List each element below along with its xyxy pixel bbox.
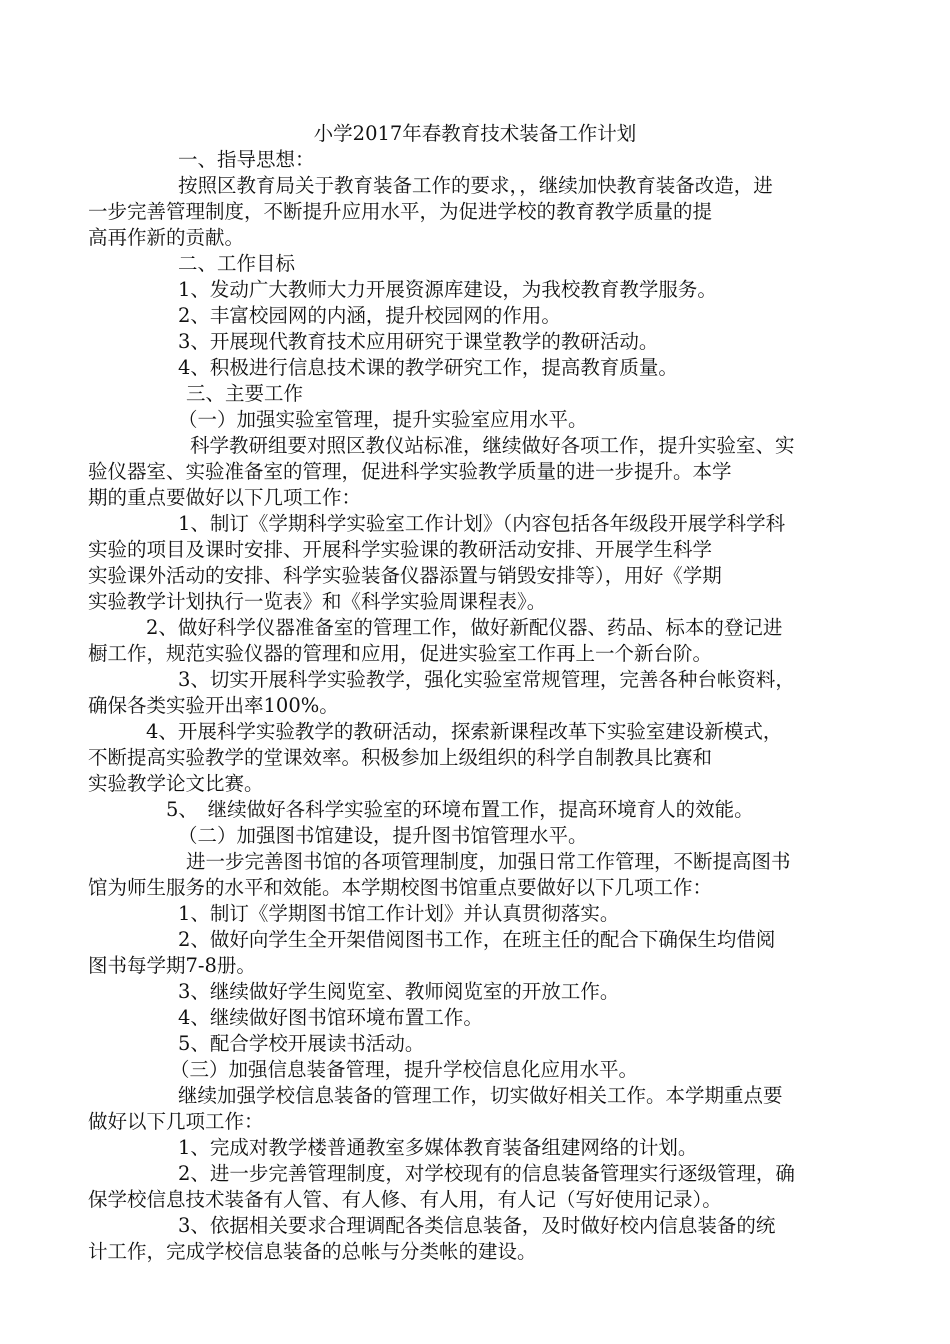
- section-heading-guiding-ideology: 一、指导思想：: [178, 148, 315, 171]
- list-item: 5、配合学校开展读书活动。: [178, 1032, 425, 1055]
- list-item: 1、发动广大教师大力开展资源库建设，为我校教育教学服务。: [178, 278, 717, 301]
- list-item: 3、开展现代教育技术应用研究于课堂教学的教研活动。: [178, 330, 659, 353]
- list-item: 1、制订《学期图书馆工作计划》并认真贯彻落实。: [178, 902, 620, 925]
- list-item: 4、开展科学实验教学的教研活动，探索新课程改革下实验室建设新模式，: [146, 720, 783, 743]
- paragraph-line: 一步完善管理制度，不断提升应用水平，为促进学校的教育教学质量的提: [88, 200, 713, 223]
- list-item: 1、制订《学期科学实验室工作计划》（内容包括各年级段开展学科学科: [178, 512, 786, 535]
- document-title: 小学2017年春教育技术装备工作计划: [313, 122, 637, 145]
- paragraph-line: 科学教研组要对照区教仪站标准，继续做好各项工作，提升实验室、实: [190, 434, 795, 457]
- list-item: 3、继续做好学生阅览室、教师阅览室的开放工作。: [178, 980, 620, 1003]
- list-item: 3、切实开展科学实验教学，强化实验室常规管理，完善各种台帐资料，: [178, 668, 795, 691]
- list-item-continuation: 实验教学计划执行一览表》和《科学实验周课程表》。: [88, 590, 547, 613]
- paragraph-line: 做好以下几项工作：: [88, 1110, 264, 1133]
- list-item-continuation: 橱工作，规范实验仪器的管理和应用，促进实验室工作再上一个新台阶。: [88, 642, 713, 665]
- list-item-continuation: 图书每学期7-8册。: [88, 954, 256, 977]
- list-item: 2、进一步完善管理制度，对学校现有的信息装备管理实行逐级管理，确: [178, 1162, 795, 1185]
- paragraph-line: 期的重点要做好以下几项工作：: [88, 486, 362, 509]
- section-heading-goals: 二、工作目标: [178, 252, 296, 275]
- subsection-heading-lab: （一）加强实验室管理，提升实验室应用水平。: [178, 408, 588, 431]
- section-heading-main-work: 三、主要工作: [186, 382, 304, 405]
- list-item: 3、依据相关要求合理调配各类信息装备，及时做好校内信息装备的统: [178, 1214, 776, 1237]
- list-item: 2、做好科学仪器准备室的管理工作，做好新配仪器、药品、标本的登记进: [146, 616, 783, 639]
- paragraph-line: 验仪器室、实验准备室的管理，促进科学实验教学质量的进一步提升。本学: [88, 460, 732, 483]
- list-item: 4、继续做好图书馆环境布置工作。: [178, 1006, 483, 1029]
- paragraph-line: 进一步完善图书馆的各项管理制度，加强日常工作管理，不断提高图书: [186, 850, 791, 873]
- paragraph-line: 按照区教育局关于教育装备工作的要求，，继续加快教育装备改造，进: [178, 174, 773, 197]
- list-item-continuation: 实验的项目及课时安排、开展科学实验课的教研活动安排、开展学生科学: [88, 538, 713, 561]
- paragraph-line: 馆为师生服务的水平和效能。本学期校图书馆重点要做好以下几项工作：: [88, 876, 713, 899]
- subsection-heading-library: （二）加强图书馆建设，提升图书馆管理水平。: [178, 824, 588, 847]
- list-item: 1、完成对教学楼普通教室多媒体教育装备组建网络的计划。: [178, 1136, 698, 1159]
- list-item-continuation: 计工作，完成学校信息装备的总帐与分类帐的建设。: [88, 1240, 537, 1263]
- paragraph-line: 高再作新的贡献。: [88, 226, 245, 249]
- list-item: 4、积极进行信息技术课的教学研究工作，提高教育质量。: [178, 356, 678, 379]
- list-item-continuation: 不断提高实验教学的堂课效率。积极参加上级组织的科学自制教具比赛和: [88, 746, 713, 769]
- paragraph-line: 继续加强学校信息装备的管理工作，切实做好相关工作。本学期重点要: [178, 1084, 783, 1107]
- list-item-continuation: 实验课外活动的安排、科学实验装备仪器添置与销毁安排等），用好《学期: [88, 564, 722, 587]
- list-item: 2、做好向学生全开架借阅图书工作，在班主任的配合下确保生均借阅: [178, 928, 776, 951]
- list-item-continuation: 确保各类实验开出率100%。: [88, 694, 339, 717]
- list-item: 5、 继续做好各科学实验室的环境布置工作，提高环境育人的效能。: [166, 798, 754, 821]
- subsection-heading-information: （三）加强信息装备管理，提升学校信息化应用水平。: [170, 1058, 639, 1081]
- list-item-continuation: 保学校信息技术装备有人管、有人修、有人用，有人记（写好使用记录）。: [88, 1188, 722, 1211]
- list-item-continuation: 实验教学论文比赛。: [88, 772, 264, 795]
- list-item: 2、丰富校园网的内涵，提升校园网的作用。: [178, 304, 561, 327]
